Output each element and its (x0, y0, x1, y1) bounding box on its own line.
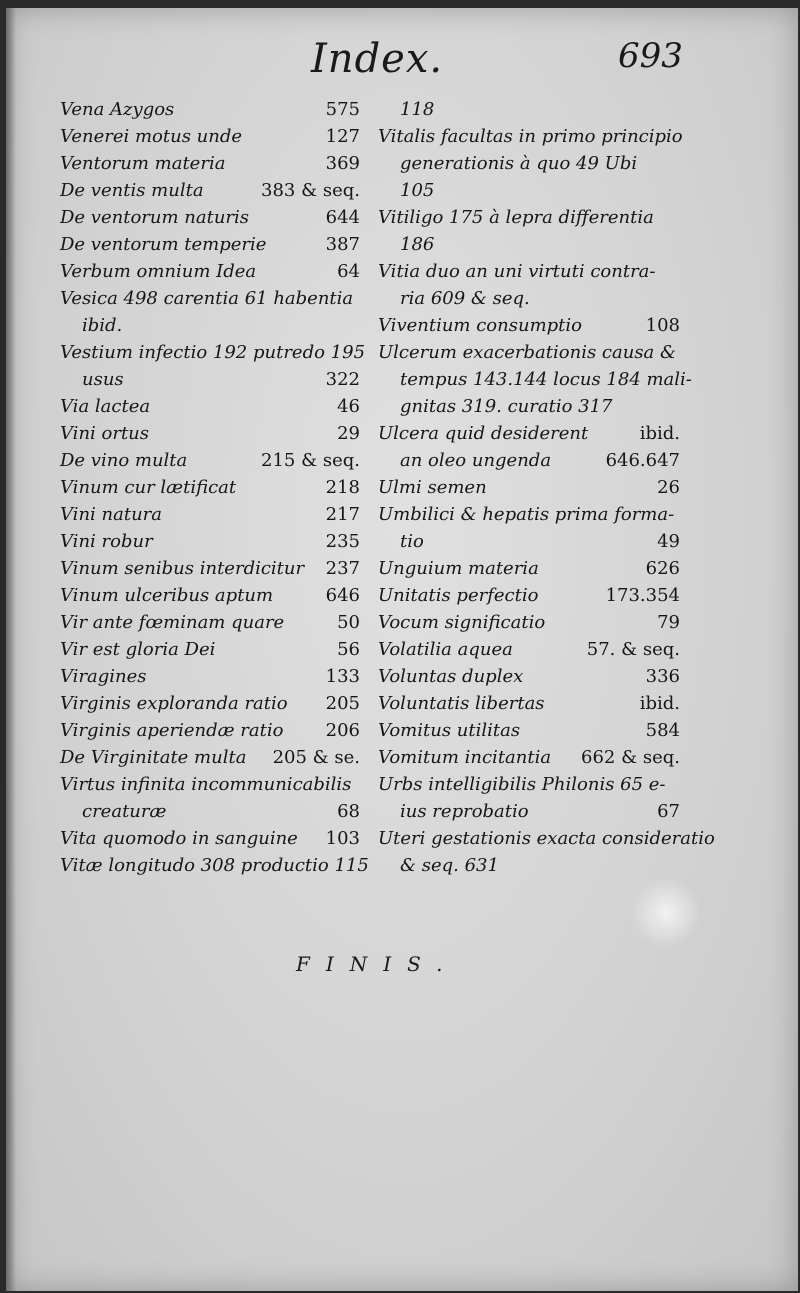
index-entry-text: Vomitus utilitas (378, 720, 521, 741)
index-entry (60, 798, 360, 825)
index-entry-text: De Virginitate multa (60, 747, 247, 768)
index-entry-page-ref (674, 231, 680, 258)
index-entry (378, 258, 680, 285)
index-entry-text: Vinum cur lætificat (60, 477, 237, 498)
index-entry-page-ref: 322 (325, 369, 360, 390)
index-entry-page-ref (692, 366, 698, 393)
index-entry-text: De vino multa (60, 450, 188, 471)
index-entry-text: Ulcera quid desiderent (378, 423, 589, 444)
index-entry-page-ref: ibid. (639, 423, 680, 444)
index-entry-page-ref: 64 (337, 261, 360, 282)
index-entry-page-ref (674, 852, 680, 879)
index-entry-text: creaturæ (82, 801, 167, 822)
index-entry-text: Volatilia aquea (378, 639, 513, 660)
index-entry (378, 96, 680, 123)
index-entry (378, 528, 680, 555)
index-entry (378, 393, 680, 420)
index-entry-text: Voluntas duplex (378, 666, 524, 687)
index-entry (60, 312, 360, 339)
index-entry-text: Viventium consumptio (378, 315, 582, 336)
index-entry-text: Ventorum materia (60, 153, 226, 174)
index-entry-text: Vir est gloria Dei (60, 639, 216, 660)
index-entry (378, 366, 692, 393)
index-entry-page-ref: 57. & seq. (586, 639, 680, 660)
page-gutter-shadow (6, 8, 16, 1291)
index-entry-page-ref: 133 (325, 666, 360, 687)
index-entry-page-ref: 46 (337, 396, 360, 417)
index-entry-page-ref: 218 (325, 477, 360, 498)
index-entry (60, 123, 360, 150)
index-entry-text: Vocum significatio (378, 612, 546, 633)
index-entry-text: Vinum ulceribus aptum (60, 585, 274, 606)
index-entry-page-ref: 644 (325, 207, 360, 228)
index-entry (378, 339, 680, 366)
index-entry-page-ref (674, 501, 680, 528)
index-entry (378, 177, 680, 204)
index-entry-text: Via lactea (60, 396, 151, 417)
index-entry-page-ref (354, 771, 360, 798)
index-entry (60, 636, 360, 663)
index-entry (60, 447, 360, 474)
index-entry (60, 825, 360, 852)
index-entry-page-ref: 205 & se. (272, 747, 360, 768)
index-entry (60, 96, 360, 123)
index-entry-page-ref (674, 204, 680, 231)
index-entry-text: De ventis multa (60, 180, 204, 201)
index-entry-text: Vestium infectio 192 putredo 195 (60, 342, 366, 363)
index-entry-page-ref: 235 (325, 531, 360, 552)
index-entry-text: Umbilici & hepatis prima forma- (378, 504, 675, 525)
index-entry-text: Verbum omnium Idea (60, 261, 257, 282)
book-page (6, 8, 798, 1291)
index-entry-text: an oleo ungenda (400, 450, 552, 471)
index-entry-text: 105 (400, 180, 435, 201)
index-entry-page-ref: 646 (325, 585, 360, 606)
index-entry-text: Venerei motus unde (60, 126, 243, 147)
index-entry-text: ria 609 & seq. (400, 288, 530, 309)
index-entry-page-ref (676, 339, 682, 366)
index-entry (378, 636, 680, 663)
index-entry-page-ref: 49 (657, 531, 680, 552)
index-entry (378, 474, 680, 501)
index-entry-page-ref: 217 (325, 504, 360, 525)
index-entry-page-ref (369, 852, 375, 879)
index-entry (378, 420, 680, 447)
page-title: Index. (311, 36, 444, 82)
index-entry-page-ref: 67 (657, 801, 680, 822)
index-entry-text: Vomitum incitantia (378, 747, 552, 768)
index-entry-page-ref (674, 150, 680, 177)
index-entry-page-ref (365, 339, 371, 366)
index-entry (60, 690, 360, 717)
index-entry-text: usus (82, 369, 124, 390)
finis-text: FINIS. (296, 952, 459, 976)
index-entry-page-ref: 626 (645, 558, 680, 579)
index-entry-page-ref: 383 & seq. (261, 180, 360, 201)
index-entry (60, 204, 360, 231)
index-entry-text: Ulmi semen (378, 477, 487, 498)
index-entry (378, 204, 680, 231)
index-entry-page-ref (674, 258, 680, 285)
index-entry-text: generationis à quo 49 Ubi (400, 153, 638, 174)
index-entry-page-ref: 215 & seq. (261, 450, 360, 471)
index-entry-page-ref (674, 771, 680, 798)
index-entry (378, 150, 680, 177)
index-entry-text: Unitatis perfectio (378, 585, 539, 606)
index-entry-text: Unguium materia (378, 558, 539, 579)
index-entry-text: Vita quomodo in sanguine (60, 828, 298, 849)
index-entry-page-ref: 79 (657, 612, 680, 633)
index-entry-text: Vini natura (60, 504, 162, 525)
index-column-right (378, 96, 715, 879)
index-entry (378, 447, 680, 474)
index-entry (378, 852, 680, 879)
index-entry (60, 393, 360, 420)
index-entry-text: Ulcerum exacerbationis causa & (378, 342, 677, 363)
index-entry (60, 717, 360, 744)
index-entry (378, 609, 680, 636)
index-entry-text: Vitiligo 175 à lepra differentia (378, 207, 654, 228)
index-entry-text: tio (400, 531, 424, 552)
index-entry (60, 150, 360, 177)
index-entry-page-ref (674, 177, 680, 204)
index-entry (60, 582, 360, 609)
index-entry (60, 771, 360, 798)
index-entry-text: Viragines (60, 666, 147, 687)
index-entry-text: Vitæ longitudo 308 productio 115 (60, 855, 369, 876)
index-entry (60, 528, 360, 555)
index-entry-page-ref (354, 312, 360, 339)
index-entry-text: Uteri gestationis exacta consideratio (378, 828, 715, 849)
index-entry-text: Vini robur (60, 531, 153, 552)
index-entry-page-ref: 173.354 (605, 585, 680, 606)
index-entry-page-ref: ibid. (639, 693, 680, 714)
index-entry-text: Vini ortus (60, 423, 150, 444)
index-entry (60, 852, 369, 879)
index-entry-page-ref: 662 & seq. (581, 747, 680, 768)
index-entry-page-ref (674, 393, 680, 420)
index-entry-page-ref: 103 (325, 828, 360, 849)
index-entry-page-ref: 575 (325, 99, 360, 120)
index-entry-page-ref: 237 (325, 558, 360, 579)
index-entry-page-ref: 68 (337, 801, 360, 822)
index-entry (378, 231, 680, 258)
index-entry-page-ref (715, 825, 721, 852)
index-entry-page-ref: 646.647 (605, 450, 680, 471)
index-entry (60, 285, 360, 312)
index-entry-text: 186 (400, 234, 435, 255)
index-entry (378, 690, 680, 717)
index-entry (378, 825, 715, 852)
index-entry (60, 231, 360, 258)
index-entry-text: & seq. 631 (400, 855, 499, 876)
index-entry (378, 555, 680, 582)
index-entry-page-ref: 584 (645, 720, 680, 741)
page-number: 693 (618, 36, 683, 76)
index-entry-text: tempus 143.144 locus 184 mali- (400, 369, 692, 390)
index-entry-text: 118 (400, 99, 435, 120)
paper-stain (631, 878, 701, 948)
index-entry-page-ref (674, 96, 680, 123)
index-entry-page-ref: 206 (325, 720, 360, 741)
index-entry (60, 474, 360, 501)
index-entry (60, 609, 360, 636)
index-column-left (60, 96, 369, 879)
index-entry (60, 258, 360, 285)
index-entry (378, 582, 680, 609)
index-entry-text: Virginis aperiendæ ratio (60, 720, 284, 741)
index-entry (378, 717, 680, 744)
index-entry-text: ius reprobatio (400, 801, 529, 822)
index-entry (378, 501, 680, 528)
index-entry-text: ibid. (82, 315, 123, 336)
index-entry (378, 285, 680, 312)
index-entry-page-ref: 29 (337, 423, 360, 444)
index-entry-text: Vesica 498 carentia 61 habentia (60, 288, 354, 309)
index-entry-text: Vitalis facultas in primo principio (378, 126, 683, 147)
index-entry-text: Virginis exploranda ratio (60, 693, 288, 714)
index-entry (60, 663, 360, 690)
index-entry-text: Vitia duo an uni virtuti contra- (378, 261, 656, 282)
index-entry (60, 177, 360, 204)
index-entry-text: Urbs intelligibilis Philonis 65 e- (378, 774, 666, 795)
index-entry-page-ref: 369 (325, 153, 360, 174)
index-entry-page-ref: 387 (325, 234, 360, 255)
index-entry (60, 501, 360, 528)
index-entry-page-ref: 56 (337, 639, 360, 660)
index-entry (60, 744, 360, 771)
index-entry (378, 771, 680, 798)
index-entry-text: gnitas 319. curatio 317 (400, 396, 613, 417)
index-entry-page-ref: 26 (657, 477, 680, 498)
index-entry-page-ref: 50 (337, 612, 360, 633)
index-entry-text: De ventorum temperie (60, 234, 267, 255)
index-entry-text: Vinum senibus interdicitur (60, 558, 305, 579)
index-entry-page-ref (683, 123, 689, 150)
index-entry-page-ref (354, 285, 360, 312)
index-entry (60, 420, 360, 447)
index-entry-page-ref: 205 (325, 693, 360, 714)
index-entry-page-ref: 108 (645, 315, 680, 336)
index-entry (378, 744, 680, 771)
index-entry-page-ref (674, 285, 680, 312)
index-entry-text: Voluntatis libertas (378, 693, 545, 714)
index-entry-page-ref: 336 (645, 666, 680, 687)
index-entry-page-ref: 127 (325, 126, 360, 147)
index-entry (378, 123, 683, 150)
index-entry (60, 555, 360, 582)
index-entry-text: Vena Azygos (60, 99, 175, 120)
index-entry (60, 366, 360, 393)
index-entry-text: Virtus infinita incommunicabilis (60, 774, 352, 795)
index-entry (378, 312, 680, 339)
index-entry (378, 798, 680, 825)
index-entry-text: Vir ante fœminam quare (60, 612, 285, 633)
index-entry (60, 339, 366, 366)
index-entry-text: De ventorum naturis (60, 207, 250, 228)
index-entry (378, 663, 680, 690)
